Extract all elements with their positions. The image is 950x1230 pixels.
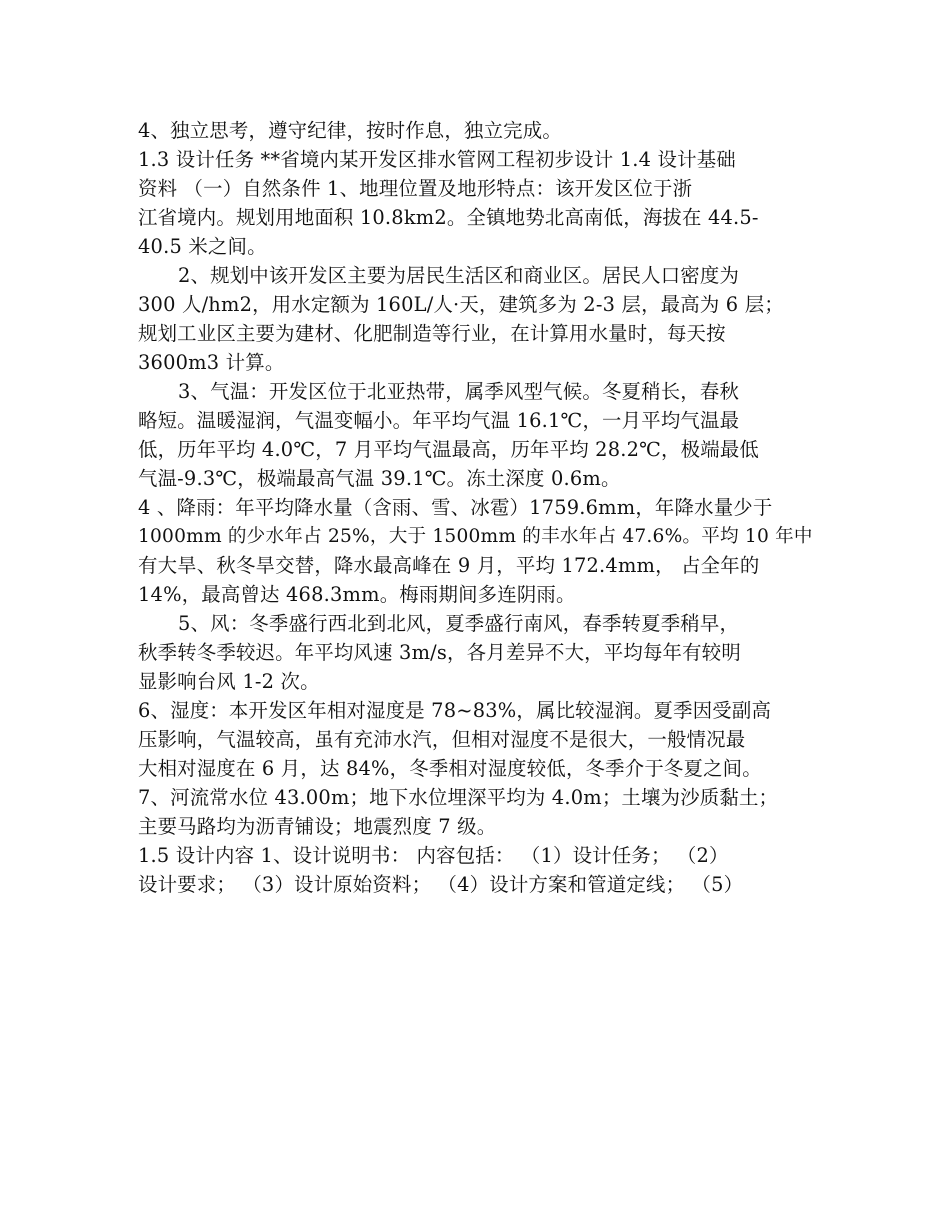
text-line: 有大旱、秋冬旱交替，降水最高峰在 9 月，平均 172.4mm， 占全年的 <box>138 554 760 577</box>
text-line: 1.3 设计任务 **省境内某开发区排水管网工程初步设计 1.4 设计基础 <box>138 148 736 171</box>
text-line: 气温-9.3℃，极端最高气温 39.1℃。冻土深度 0.6m。 <box>138 467 621 490</box>
text-line: 4 、降雨：年平均降水量（含雨、雪、冰雹）1759.6mm，年降水量少于 <box>138 496 773 519</box>
text-line: 40.5 米之间。 <box>138 235 267 258</box>
text-line: 3、气温：开发区位于北亚热带，属季风型气候。冬夏稍长，春秋 <box>178 380 740 403</box>
text-line: 低，历年平均 4.0℃，7 月平均气温最高，历年平均 28.2℃，极端最低 <box>138 438 759 461</box>
text-line: 6、湿度：本开发区年相对湿度是 78~83%，属比较湿润。夏季因受副高 <box>138 699 772 722</box>
text-line: 主要马路均为沥青铺设；地震烈度 7 级。 <box>138 815 497 838</box>
text-line: 略短。温暖湿润，气温变幅小。年平均气温 16.1℃，一月平均气温最 <box>138 409 740 432</box>
text-line: 规划工业区主要为建材、化肥制造等行业，在计算用水量时，每天按 <box>138 322 726 345</box>
text-line: 1000mm 的少水年占 25%，大于 1500mm 的丰水年占 47.6%。平均 10 年中 <box>138 526 813 547</box>
text-line: 设计要求； （3）设计原始资料； （4）设计方案和管道定线； （5） <box>138 873 744 896</box>
text-line: 4、独立思考，遵守纪律，按时作息，独立完成。 <box>138 119 562 142</box>
text-line: 大相对湿度在 6 月，达 84%，冬季相对湿度较低，冬季介于冬夏之间。 <box>138 757 762 780</box>
text-line: 秋季转冬季较迟。年平均风速 3m/s，各月差异不大，平均每年有较明 <box>138 641 741 664</box>
text-line: 压影响，气温较高，虽有充沛水汽，但相对湿度不是很大，一般情况最 <box>138 728 746 751</box>
text-line: 7、河流常水位 43.00m；地下水位埋深平均为 4.0m；土壤为沙质黏土； <box>138 786 779 809</box>
text-line: 300 人/hm2，用水定额为 160L/人·天，建筑多为 2-3 层，最高为 6 层； <box>138 293 784 316</box>
text-line: 5、风：冬季盛行西北到北风，夏季盛行南风，春季转夏季稍早， <box>178 612 740 635</box>
text-line: 江省境内。规划用地面积 10.8km2。全镇地势北高南低，海拔在 44.5- <box>138 206 759 229</box>
text-line: 1.5 设计内容 1、设计说明书： 内容包括： （1）设计任务； （2） <box>138 844 729 867</box>
document-body <box>138 116 814 899</box>
text-line: 3600m3 计算。 <box>138 351 285 374</box>
text-line: 资料 （一）自然条件 1、地理位置及地形特点：该开发区位于浙 <box>138 177 693 200</box>
text-line: 2、规划中该开发区主要为居民生活区和商业区。居民人口密度为 <box>178 264 740 287</box>
text-line: 14%，最高曾达 468.3mm。梅雨期间多连阴雨。 <box>138 583 576 606</box>
text-line: 显影响台风 1-2 次。 <box>138 670 320 693</box>
